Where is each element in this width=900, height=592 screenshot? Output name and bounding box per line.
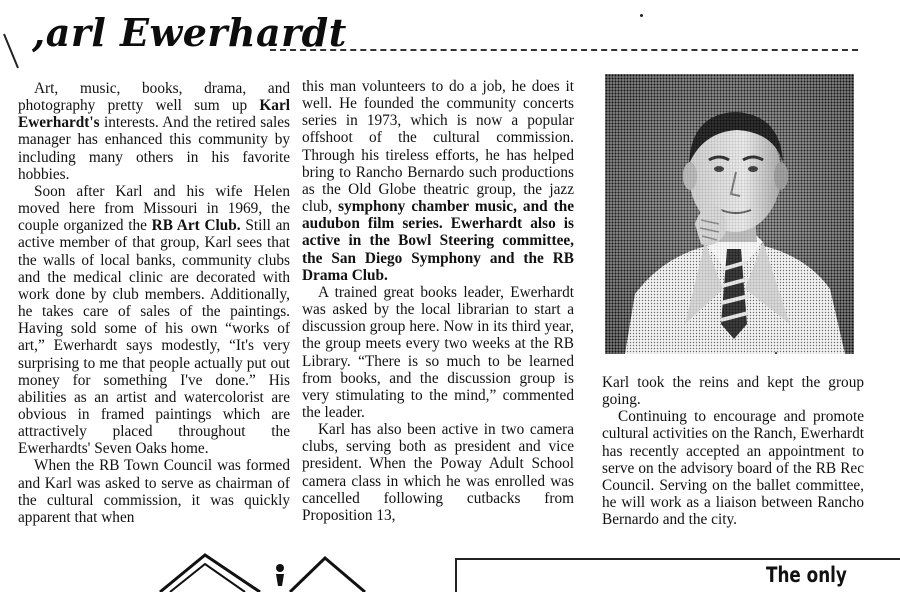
text-run: Art, music, books, drama, and photography pretty well sum up — [18, 80, 290, 115]
col2-paragraph-2: A trained great books leader, Ewerhardt was asked by the local librarian to start a discussion group here. Now in its third year, the group meets every two weeks at the RB Library. “There is so much to be learned from books, and the discussion group is very stimulating to the mind,” commented the leader. — [302, 283, 574, 421]
text-run: Still an active member of that group, Karl sees that the walls of local banks, community clubs and the medical clinic are decorated with work done by club members. Additionally, he takes care of sales of the paintings. Having sold some of his own “works of art,” Ewerhardt says modestly, “It's very surprising to me that people actually put out money for something I've done.” His abilities as an artist and watercolorist are obvious in framed paintings which are attractively placed throughout the Ewerhardts' Seven Oaks home. — [18, 217, 291, 458]
text-run: this man volunteers to do a job, he does it well. He founded the community concerts series in 1973, which is now a popular offshoot of the cultural commission. Through his tireless efforts, he has helped bring to Rancho Bernardo such productions as the Old Globe theatric group, the jazz club, — [302, 78, 574, 216]
col3-paragraph-1: Karl took the reins and kept the group going. — [602, 374, 864, 409]
article-column-1 — [18, 80, 290, 526]
col2-paragraph-1 — [302, 78, 574, 284]
bold-organizations: symphony chamber music, and the audubon film series. — [302, 198, 574, 233]
headline-rule — [270, 49, 858, 51]
scan-mark — [2, 32, 22, 72]
bottom-decorative-graphic — [150, 550, 370, 592]
text-run: Soon after Karl and his wife Helen moved here from Missouri in 1969, the couple organized the — [18, 182, 290, 235]
text-run: interests. And the retired sales manager has enhanced this community by including many others in his favorite hobbies. — [18, 114, 290, 183]
col1-paragraph-2 — [18, 183, 290, 458]
col3-paragraph-2: Continuing to encourage and promote cultural activities on the Ranch, Ewerhardt has recently accepted an appointment to serve on the advisory board of the RB Rec Council. Serving on the ballet committee, he will work as a liaison between Rancho Bernardo and the city. — [602, 408, 864, 529]
col1-paragraph-3: When the RB Town Council was formed and Karl was asked to serve as chairman of the cultural commission, it was quickly apparent that when — [18, 457, 290, 526]
col1-paragraph-1 — [18, 80, 290, 183]
scan-speck — [775, 352, 777, 354]
scan-speck — [640, 14, 643, 17]
bold-organizations-2: Ewerhardt also is active in the Bowl Steering committee, the San Diego Symphony and the RB Drama Club. — [302, 215, 574, 284]
col2-paragraph-3: Karl has also been active in two camera clubs, serving both as president and vice president. When the Poway Adult School camera class in which he was enrolled was cancelled following cutbacks from Proposition 13, — [302, 421, 574, 524]
bold-name: Karl Ewerhardt's — [18, 97, 290, 132]
adjacent-headline: The only — [766, 563, 847, 587]
portrait-photo — [605, 74, 854, 354]
article-headline: ,arl Ewerhardt — [32, 10, 347, 55]
bold-club-name: RB Art Club. — [151, 217, 241, 235]
article-column-2 — [302, 78, 574, 524]
article-column-3 — [602, 374, 864, 528]
